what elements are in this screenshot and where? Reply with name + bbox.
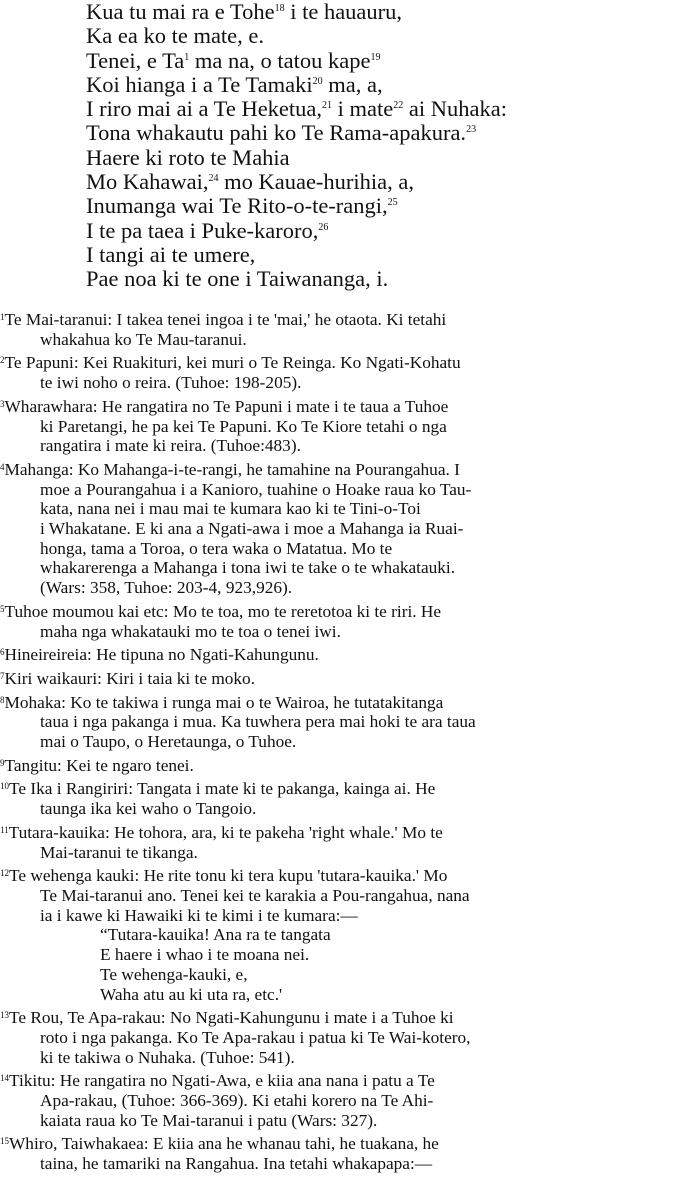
poem-block — [86, 0, 686, 292]
footnote-text: whakarerenga a Mahanga i tona iwi te take o te whakatauki. — [40, 558, 456, 578]
footnote-line — [0, 397, 696, 417]
footnote-line — [0, 799, 696, 819]
footnote-number: 3 — [0, 398, 5, 409]
poem-line — [86, 243, 686, 267]
footnote-line — [0, 373, 696, 393]
footnote-line — [0, 519, 696, 539]
footnote-line — [0, 1091, 696, 1111]
footnote-text: kaiata raua ko Te Mai-taranui i patu (Wars: 327). — [40, 1110, 378, 1130]
poem-text: Inumanga wai Te Rito-o-te-rangi, — [86, 193, 388, 219]
footnote-line — [0, 1028, 696, 1048]
footnote — [0, 866, 696, 1004]
poem-text: I te pa taea i Puke-karoro, — [86, 217, 319, 243]
footnote-text: Whiro, Taiwhakaea: E kiia ana he whanau tahi, he tuakana, he — [9, 1134, 439, 1154]
footnote-line — [0, 645, 696, 665]
footnote — [0, 823, 696, 862]
footnote-text: kata, nana nei i mau mai te kumara kao ki te Tini-o-Toi — [40, 499, 421, 519]
footnote-text: Wharawhara: He rangatira no Te Papuni i mate i te taua a Tuhoe — [4, 396, 449, 416]
poem-text: mo Kauae-hurihia, a, — [218, 169, 415, 195]
footnote-line — [0, 1134, 696, 1154]
poem-text: ma na, o tatou kape — [189, 47, 371, 73]
footnote — [0, 645, 696, 665]
footnote-line — [0, 1071, 696, 1091]
poem-line — [86, 73, 686, 97]
footnote-line — [0, 460, 696, 480]
poem-text: i te hauauru, — [284, 0, 403, 24]
footnote-text: te iwi noho o reira. (Tuhoe: 198-205). — [40, 373, 302, 393]
footnote-text: maha nga whakatauki mo te toa o tenei iwi. — [40, 621, 341, 641]
footnote-text: Kiri waikauri: Kiri i taia ki te moko. — [4, 668, 256, 688]
footnote-text: Tikitu: He rangatira no Ngati-Awa, e kiia ana nana i patu a Te — [9, 1071, 435, 1091]
footnote — [0, 310, 696, 349]
footnote-text: Te Papuni: Kei Ruakituri, kei muri o Te Reinga. Ko Ngati-Kohatu — [4, 353, 461, 373]
footnote-line — [0, 843, 696, 863]
footnote — [0, 460, 696, 598]
footnote-line — [0, 906, 696, 926]
footnote-number: 15 — [0, 1136, 9, 1147]
footnote-ref: 21 — [322, 100, 333, 112]
footnote-line — [0, 693, 696, 713]
footnote — [0, 1008, 696, 1067]
footnote-text: ki Paretangi, he pa kei Te Papuni. Ko Te Kiore tetahi o nga — [40, 416, 447, 436]
footnote — [0, 756, 696, 776]
footnote-line — [0, 1008, 696, 1028]
footnote-line — [0, 499, 696, 519]
footnote-text: honga, tama a Toroa, o tera waka o Matatua. Mo te — [40, 538, 393, 558]
footnote-text: Mahanga: Ko Mahanga-i-te-rangi, he tamahine na Pourangahua. I — [4, 459, 460, 479]
quote-line: Te wehenga-kauki, e, — [100, 964, 248, 984]
footnote-line — [0, 310, 696, 330]
footnote-text: (Wars: 358, Tuhoe: 203-4, 923,926). — [40, 578, 293, 598]
footnote-line — [0, 1048, 696, 1068]
footnote-ref: 22 — [393, 100, 404, 112]
footnote — [0, 779, 696, 818]
footnote-text: Te Mai-taranui ano. Tenei kei te karakia a Pou-rangahua, nana — [40, 885, 470, 905]
footnote — [0, 397, 696, 456]
footnote-line — [0, 330, 696, 350]
footnote-line — [0, 1154, 696, 1174]
footnote-line — [0, 417, 696, 437]
footnote-line — [0, 558, 696, 578]
footnote-ref: 23 — [466, 124, 477, 136]
footnote-line — [0, 1111, 696, 1131]
footnote-text: taua i nga pakanga i mua. Ka tuwhera pera mai hoki te ara taua — [40, 712, 476, 732]
poem-text: Koi hianga i a Te Tamaki — [86, 71, 313, 97]
poem-text: Tenei, e Ta — [86, 47, 185, 73]
footnote-ref: 1 — [184, 51, 190, 63]
footnote-line — [0, 578, 696, 598]
footnote-number: 6 — [0, 647, 5, 658]
poem-line — [86, 267, 686, 291]
footnote-text: rangatira i mate ki reira. (Tuhoe:483). — [40, 436, 301, 456]
footnote-line — [0, 779, 696, 799]
footnote-number: 11 — [0, 824, 9, 835]
footnote-text: Tuhoe moumou kai etc: Mo te toa, mo te reretotoa ki te riri. He — [4, 601, 442, 621]
poem-line — [86, 170, 686, 194]
footnote-ref: 18 — [274, 3, 285, 14]
footnote-line — [0, 866, 696, 886]
footnote — [0, 669, 696, 689]
footnote-line — [0, 712, 696, 732]
poem-text: Ka ea ko te mate, e. — [86, 23, 265, 49]
poem-text: I riro mai ai a Te Heketua, — [86, 96, 323, 122]
poem-text: Mo Kahawai, — [86, 169, 209, 195]
footnote-line — [0, 823, 696, 843]
footnote — [0, 1134, 696, 1173]
poem-text: Kua tu mai ra e Tohe — [86, 0, 275, 24]
footnote-ref: 24 — [208, 173, 219, 185]
footnote-text: taunga ika kei waho o Tangoio. — [40, 799, 257, 819]
footnote-text: roto i nga pakanga. Ko Te Apa-rakau i patua ki Te Wai-kotero, — [40, 1027, 471, 1047]
footnote-text: ki te takiwa o Nuhaka. (Tuhoe: 541). — [40, 1047, 295, 1067]
poem-line — [86, 219, 686, 243]
footnote-line — [0, 436, 696, 456]
poem-line — [86, 0, 686, 24]
footnote-ref: 26 — [318, 221, 329, 233]
footnote-line — [0, 602, 696, 622]
footnote-line — [0, 539, 696, 559]
footnote-number: 9 — [0, 757, 5, 768]
footnote-number: 1 — [0, 312, 5, 322]
footnote — [0, 693, 696, 752]
footnotes-block — [0, 310, 696, 1178]
footnote-number: 13 — [0, 1010, 9, 1021]
poem-text: ai Nuhaka: — [403, 96, 507, 122]
poem-line — [86, 24, 686, 48]
footnote-text: Mohaka: Ko te takiwa i runga mai o te Wairoa, he tutatakitanga — [4, 692, 444, 712]
footnote-ref: 19 — [370, 51, 381, 63]
poem-text: Haere ki roto te Mahia — [86, 144, 290, 170]
footnote-text: taina, he tamariki na Rangahua. Ina tetahi whakapapa:— — [40, 1154, 433, 1174]
footnote-line — [0, 886, 696, 906]
footnote-text: Te Mai-taranui: I takea tenei ingoa i te 'mai,' he otaota. Ki tetahi — [4, 310, 447, 329]
footnote-number: 7 — [0, 670, 5, 681]
footnote-number: 8 — [0, 694, 5, 705]
footnote-line — [0, 480, 696, 500]
footnote-line — [0, 669, 696, 689]
footnote-text: Te Ika i Rangiriri: Tangata i mate ki te pakanga, kainga ai. He — [9, 779, 436, 799]
quote-line: Waha atu au ki uta ra, etc.' — [100, 984, 283, 1004]
footnote-text: Te wehenga kauki: He rite tonu ki tera kupu 'tutara-kauika.' Mo — [9, 866, 448, 886]
poem-line — [86, 49, 686, 73]
poem-line — [86, 194, 686, 218]
footnote-number: 12 — [0, 868, 9, 879]
footnote-text: Tangitu: Kei te ngaro tenei. — [4, 755, 194, 775]
footnote-number: 4 — [0, 461, 5, 472]
poem-text: Pae noa ki te one i Taiwananga, i. — [86, 266, 389, 292]
poem-line — [86, 121, 686, 145]
poem-text: i mate — [332, 96, 394, 122]
footnote — [0, 1071, 696, 1130]
footnote-text: Mai-taranui te tikanga. — [40, 842, 198, 862]
footnote-line — [0, 353, 696, 373]
footnote-text: i Whakatane. E ki ana a Ngati-awa i moe a Mahanga ia Ruai- — [40, 519, 464, 539]
footnote-number: 5 — [0, 603, 5, 614]
footnote-text: ia i kawe ki Hawaiki ki te kimi i te kumara:— — [40, 905, 358, 925]
footnote-number: 10 — [0, 781, 9, 792]
poem-line — [86, 146, 686, 170]
footnote-number: 2 — [0, 355, 5, 366]
quote-line: E haere i whao i te moana nei. — [100, 945, 310, 965]
footnote — [0, 353, 696, 392]
footnote-text: whakahua ko Te Mau-taranui. — [40, 329, 247, 349]
footnote-text: mai o Taupo, o Heretaunga, o Tuhoe. — [40, 732, 297, 752]
footnote-text: Apa-rakau, (Tuhoe: 366-369). Ki etahi korero na Te Ahi- — [40, 1091, 434, 1111]
poem-line — [86, 97, 686, 121]
footnote-line — [0, 756, 696, 776]
poem-text: I tangi ai te umere, — [86, 241, 256, 267]
footnote — [0, 602, 696, 641]
poem-text: Tona whakautu pahi ko Te Rama-apakura. — [86, 120, 467, 146]
footnote-number: 14 — [0, 1073, 9, 1084]
footnote-text: Hineireireia: He tipuna no Ngati-Kahungunu. — [4, 645, 319, 665]
footnote-ref: 20 — [312, 75, 323, 87]
quote-line: “Tutara-kauika! Ana ra te tangata — [100, 925, 331, 945]
footnote-text: Te Rou, Te Apa-rakau: No Ngati-Kahungunu i mate i a Tuhoe ki — [9, 1008, 454, 1028]
poem-text: ma, a, — [322, 71, 383, 97]
footnote-text: moe a Pourangahua i a Kanioro, tuahine o Hoake raua ko Tau- — [40, 479, 472, 499]
footnote-text: Tutara-kauika: He tohora, ara, ki te pakeha 'right whale.' Mo te — [8, 822, 443, 842]
footnote-line — [0, 732, 696, 752]
footnote-ref: 25 — [387, 197, 398, 209]
footnote-line — [0, 622, 696, 642]
